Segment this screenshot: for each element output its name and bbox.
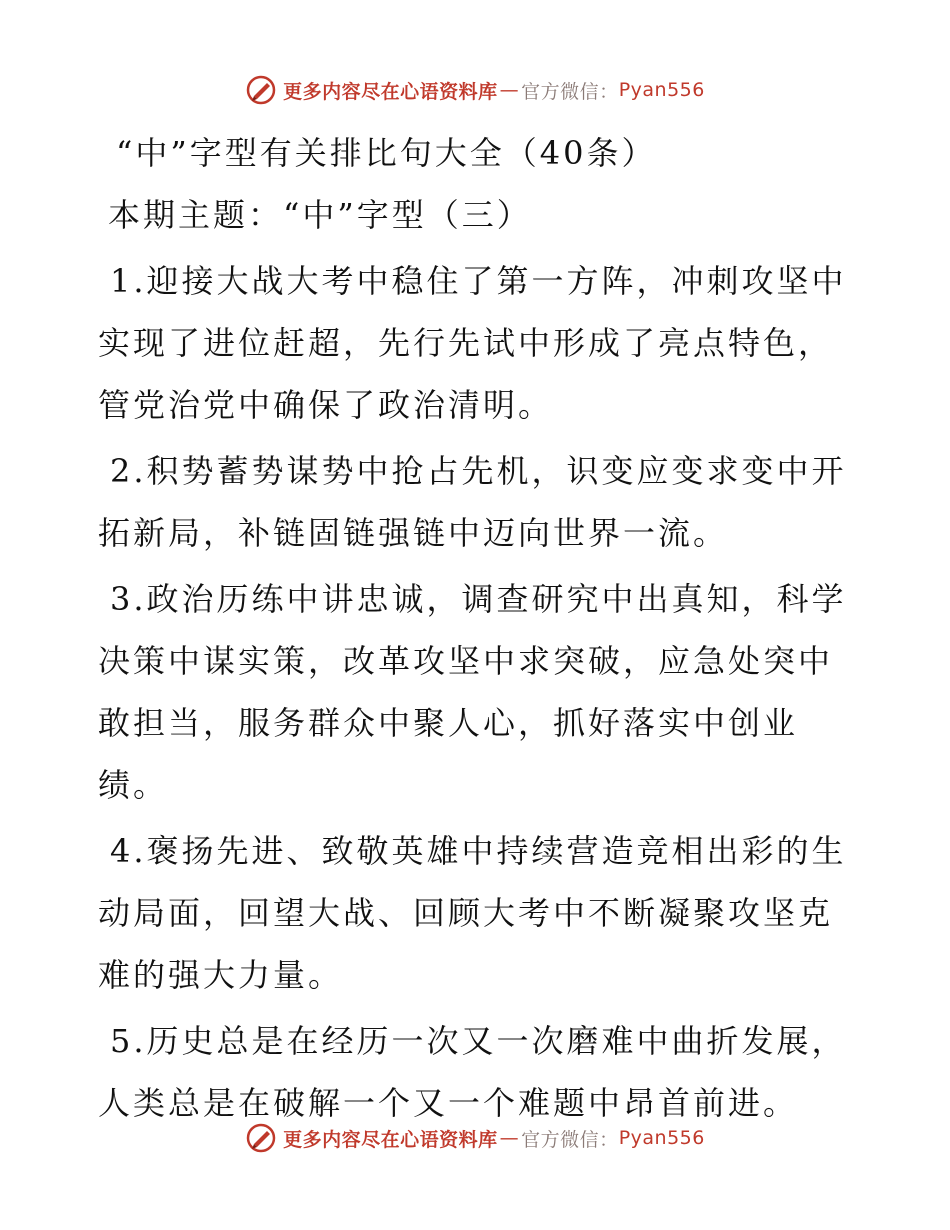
paragraph-3: 3.政治历练中讲忠诚，调查研究中出真知，科学决策中谋实策，改革攻坚中求突破，应急处突中敢担当，服务群众中聚人心，抓好落实中创业绩。 [98, 580, 847, 804]
paragraph-2: 2.积势蓄势谋势中抢占先机，识变应变求变中开拓新局，补链固链强链中迈向世界一流。 [98, 452, 847, 552]
paragraph-1: 1.迎接大战大考中稳住了第一方阵，冲刺攻坚中实现了进位赶超，先行先试中形成了亮点特色，管党治党中确保了政治清明。 [98, 262, 847, 424]
footer-watermark [0, 1118, 950, 1158]
header-watermark [0, 70, 950, 110]
watermark-main-text: 更多内容尽在心语资料库 [283, 1128, 498, 1151]
document-subtitle: 本期主题：“中”字型（三） [108, 196, 532, 234]
watermark-wechat-id: Pyan556 [618, 1127, 705, 1149]
pen-logo-icon [245, 74, 277, 106]
document-body [98, 122, 858, 1138]
watermark-dash: — [499, 1127, 520, 1149]
watermark-main-text: 更多内容尽在心语资料库 [283, 80, 498, 103]
pen-logo-icon [245, 1122, 277, 1154]
paragraph-5: 5.历史总是在经历一次又一次磨难中曲折发展，人类总是在破解一个又一个难题中昂首前进。 [98, 1022, 847, 1122]
document-title: “中”字型有关排比句大全（40条） [116, 134, 657, 172]
watermark-dash: — [499, 79, 520, 101]
paragraph-4: 4.褒扬先进、致敬英雄中持续营造竞相出彩的生动局面，回望大战、回顾大考中不断凝聚攻坚克难的强大力量。 [98, 832, 847, 994]
watermark-label: 官方微信： [521, 1128, 619, 1151]
watermark-label: 官方微信： [521, 80, 619, 103]
watermark-wechat-id: Pyan556 [618, 79, 705, 101]
